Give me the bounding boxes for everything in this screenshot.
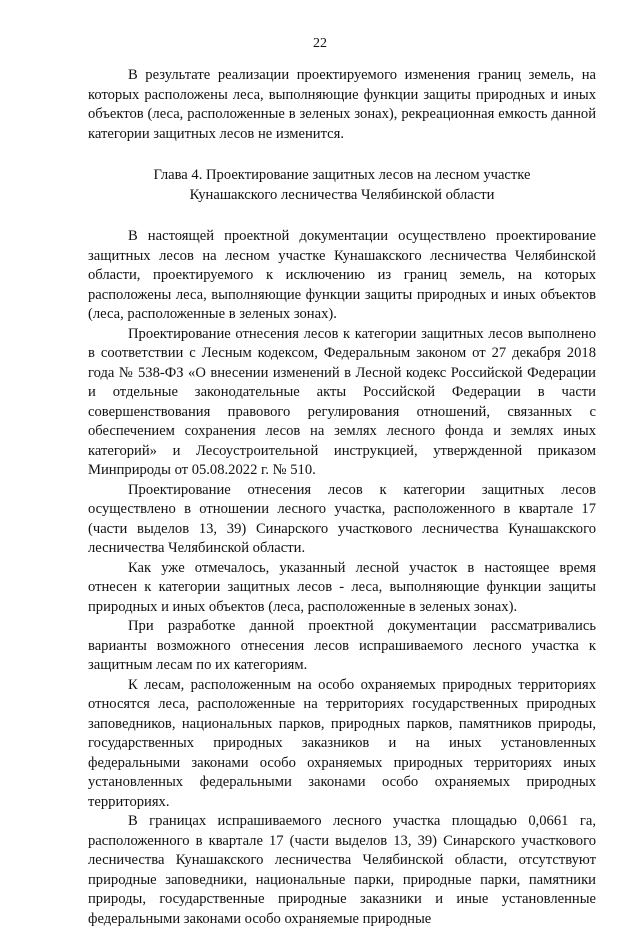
chapter-heading-line-1: Глава 4. Проектирование защитных лесов на лесном участке <box>153 167 531 183</box>
body-paragraph: К лесам, расположенным на особо охраняемых природных территориях относятся леса, расположенные на территориях государственных природных заповедников, национальных парков, природных парков, памятников природы, государственных природных заказников и на иных установленных федеральными законами особо охраняемых природных территориях иных установленных федеральными законами особо охраняемых природных территориях. <box>88 676 596 810</box>
chapter-heading-line-2: Кунашакского лесничества Челябинской области <box>189 186 495 203</box>
body-paragraph: В настоящей проектной документации осуществлено проектирование защитных лесов на лесном участке Кунашакского лесничества Челябинской области, проектируемого к исключению из границ земель, на которых расположены леса, выполняющие функции защиты природных и иных объектов (леса, расположенные в зеленых зонах). <box>88 228 596 322</box>
body-paragraph: При разработке данной проектной документации рассматривались варианты возможного отнесения лесов испрашиваемого лесного участка к защитным лесам по их категориям. <box>88 618 596 673</box>
body-paragraph: Проектирование отнесения лесов к категории защитных лесов осуществлено в отношении лесного участка, расположенного в квартале 17 (части выделов 13, 39) Синарского участкового лесничества Кунашакского лесничества Челябинской области. <box>88 481 596 556</box>
document-body <box>88 66 596 929</box>
chapter-heading <box>88 166 596 205</box>
body-paragraph: В границах испрашиваемого лесного участка площадью 0,0661 га, расположенного в квартале 17 (части выделов 13, 39) Синарского участкового лесничества Кунашакского лесничества Челябинской области, отсутствуют природные заповедники, национальные парки, природные парки, памятники природы, государственные природные заказники и иные установленные федеральными законами особо охраняемые природные <box>88 813 596 927</box>
body-paragraph: Проектирование отнесения лесов к категории защитных лесов выполнено в соответствии с Лесным кодексом, Федеральным законом от 27 декабря 2018 года № 538-ФЗ «О внесении изменений в Лесной кодекс Российской Федерации и отдельные законодательные акты Российской Федерации в части совершенствования правового регулирования отношений, связанных с обеспечением сохранения лесов на землях лесного фонда и землях иных категорий» и Лесоустроительной инструкцией, утвержденной приказом Минприроды от 05.08.2022 г. № 510. <box>88 325 596 478</box>
page-number: 22 <box>313 36 327 51</box>
intro-paragraph: В результате реализации проектируемого изменения границ земель, на которых расположены леса, выполняющие функции защиты природных и иных объектов (леса, расположенные в зеленых зонах), рекреационная емкость данной категории защитных лесов не изменится. <box>88 67 596 142</box>
body-paragraph: Как уже отмечалось, указанный лесной участок в настоящее время отнесен к категории защитных лесов - леса, выполняющие функции защиты природных и иных объектов (леса, расположенные в зеленых зонах). <box>88 559 596 615</box>
